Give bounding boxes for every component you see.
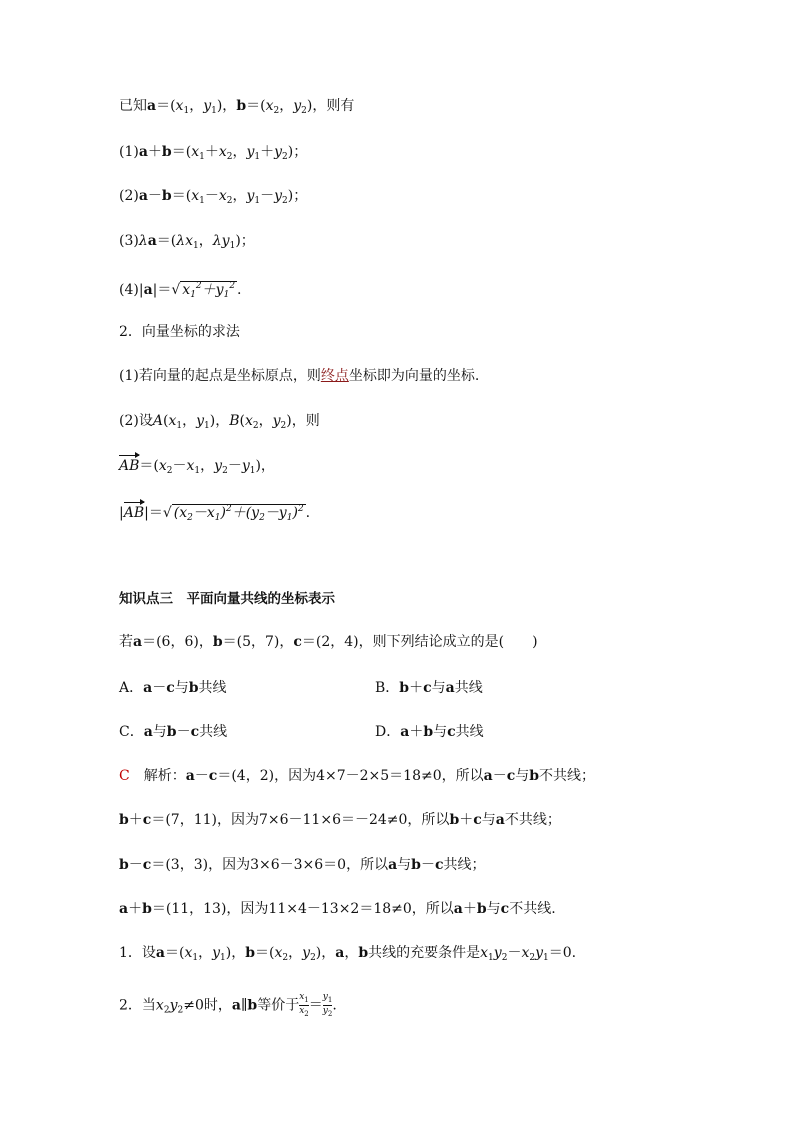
solution-line-4: a＋b＝(11，13)，因为11×4－13×2＝18≠0，所以a＋b与c不共线. <box>119 901 556 917</box>
keyword-endpoint: 终点 <box>320 368 349 384</box>
formula-line-difference: $(2)a-b=(x_1-x_2$，$y_1-y_2$)； <box>119 188 308 206</box>
answer-letter: C <box>119 768 130 784</box>
formula-line-given: 已知$a=(x_1$，$y_1$)，$b=(x_2$，$y_2$)，则有 <box>119 98 355 116</box>
question-stem: 若a＝(6，6)，b＝(5，7)，c＝(2，4)，则下列结论成立的是( ) <box>119 634 538 650</box>
note-line-1: 1．设$a=(x_1$，$y_1$)，$b=(x_2$，$y_2$)，a，b共线的充要条件是$x_1y_2-x_2y_1=0$. <box>119 945 577 963</box>
option-d: D．a＋b与c共线 <box>375 724 484 740</box>
formula-line-vector-ab-length: |AB|＝√ $(x_2-x_1)^2+(y_2-y_1)^2$ . <box>119 504 311 523</box>
formula-line-sum: $(1)a+b=(x_1+x_2$，$y_1+y_2$)； <box>119 144 308 162</box>
note-line-2: 2．当$x_2y_2\ne 0$时，a∥b等价于 $\frac{x_1}{x_2}$ ＝ $\frac{y_1}{y_2}$ . <box>119 992 337 1018</box>
formula-line-vector-ab: $AB=(x_2-x_1$，$y_2-y_1$)， <box>119 458 275 476</box>
option-a: A．a－c与b共线 <box>119 680 227 696</box>
formula-line-scalar: $(3)\lambda a=(\lambda x_1$，$\lambda y_1$)； <box>119 233 255 251</box>
option-c: C．a与b－c共线 <box>119 724 228 740</box>
formula-line-magnitude: (4)|a|＝√ $x_1^2+y_1^2$ . <box>119 281 242 300</box>
solution-line-2: b＋c＝(7，11)，因为7×6－11×6＝－24≠0，所以b＋c与a不共线； <box>119 812 561 828</box>
knowledge-point-heading: 知识点三 平面向量共线的坐标表示 <box>119 591 335 607</box>
section-heading-2: 2．向量坐标的求法 <box>119 324 240 340</box>
text-line-origin: (1)若向量的起点是坐标原点，则终点坐标即为向量的坐标. <box>119 368 480 384</box>
solution-line-1: C 解析：a－c＝(4，2)，因为4×7－2×5＝18≠0，所以a－c与b不共线； <box>119 768 596 784</box>
option-b: B．b＋c与a共线 <box>375 680 483 696</box>
solution-line-3: b－c＝(3，3)，因为3×6－3×6＝0，所以a与b－c共线； <box>119 857 486 873</box>
formula-line-points: (2)设$A(x_1$，$y_1$)，$B(x_2$，$y_2$)，则 <box>119 413 320 431</box>
